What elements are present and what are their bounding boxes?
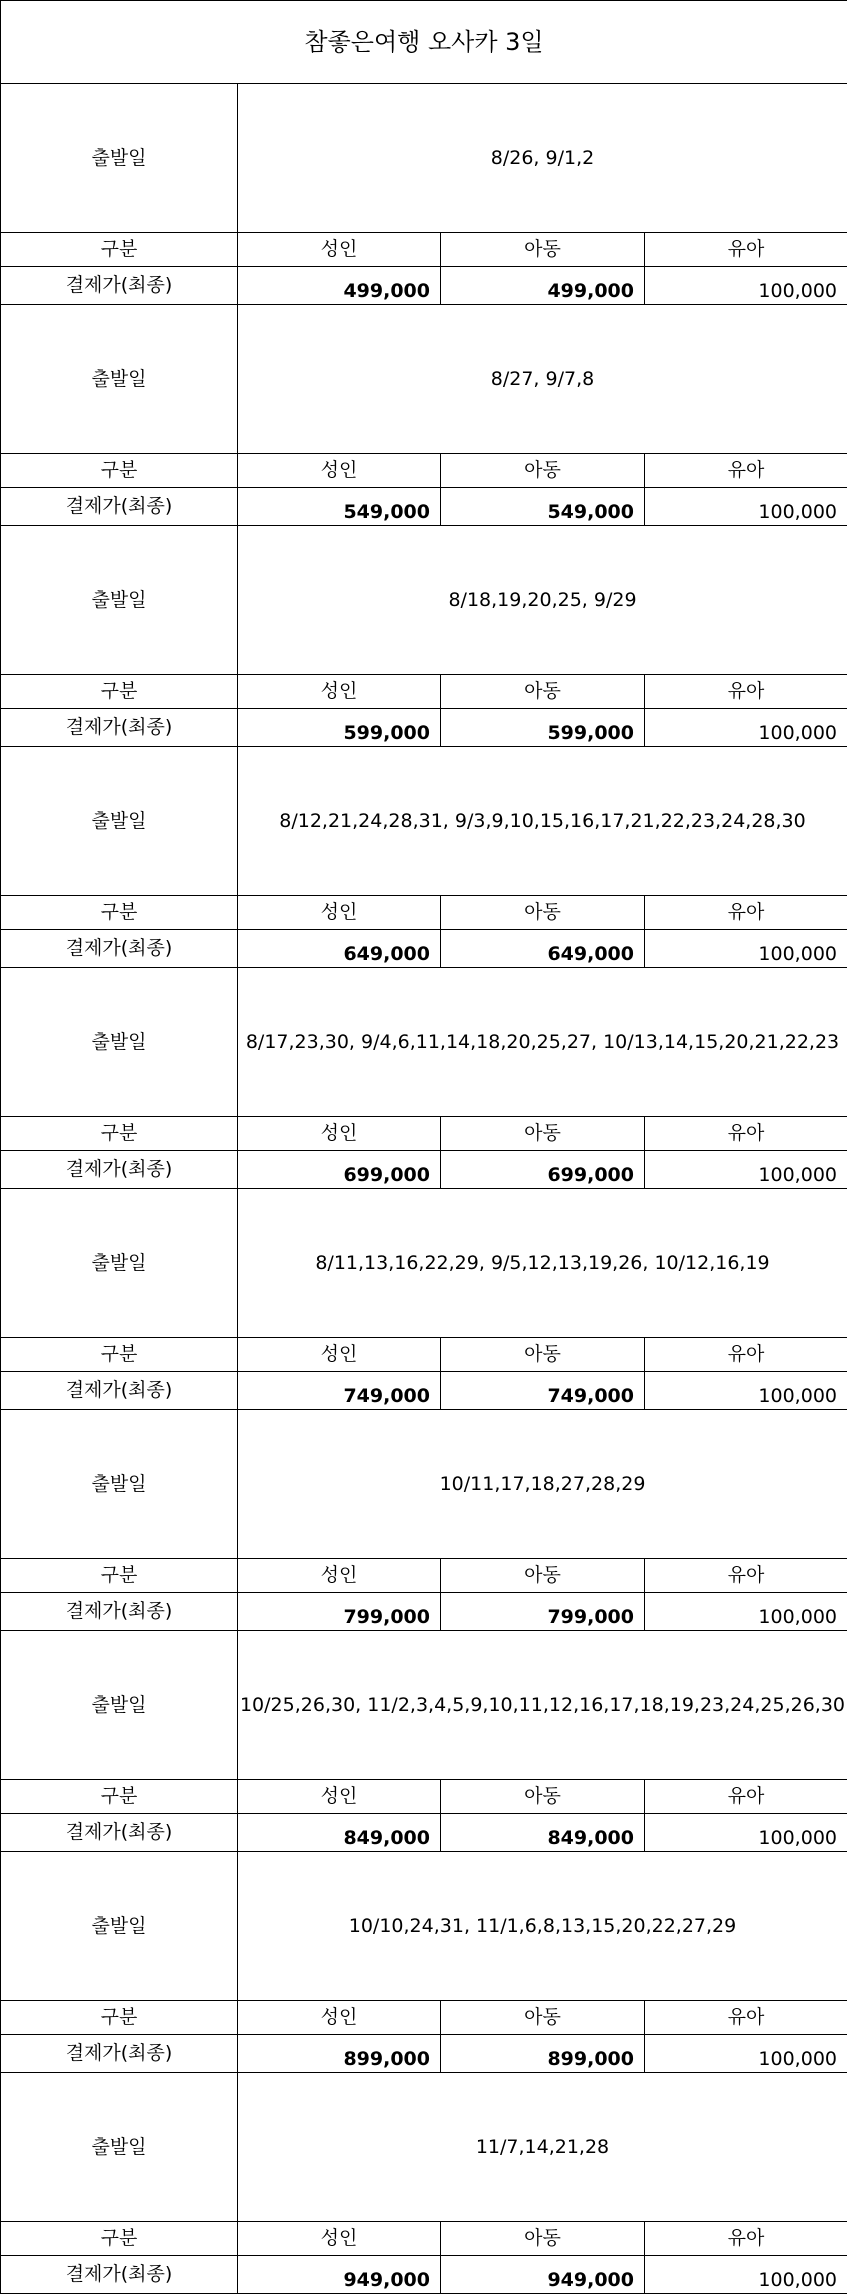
price-row [1,1814,847,1852]
adult-header: 성인 [238,1559,441,1593]
infant-price: 100,000 [645,1814,847,1852]
adult-price: 649,000 [238,930,441,968]
departure-dates: 8/12,21,24,28,31, 9/3,9,10,15,16,17,21,22,23,24,28,30 [238,747,847,896]
adult-header: 성인 [238,896,441,930]
category-header-row [1,233,847,267]
child-price: 799,000 [441,1593,645,1631]
category-label: 구분 [1,1117,238,1151]
child-header: 아동 [441,1117,645,1151]
departure-row [1,84,847,233]
final-price-label: 결제가(최종) [1,2035,238,2073]
adult-price: 549,000 [238,488,441,526]
category-label: 구분 [1,2001,238,2035]
category-header-row [1,1780,847,1814]
child-header: 아동 [441,1559,645,1593]
price-row [1,1372,847,1410]
child-price: 649,000 [441,930,645,968]
price-row [1,488,847,526]
price-row [1,709,847,747]
infant-price: 100,000 [645,1151,847,1189]
price-row [1,930,847,968]
departure-label: 출발일 [1,1410,238,1559]
infant-header: 유아 [645,1117,847,1151]
infant-header: 유아 [645,454,847,488]
infant-header: 유아 [645,1780,847,1814]
departure-dates: 10/11,17,18,27,28,29 [238,1410,847,1559]
child-header: 아동 [441,675,645,709]
price-row [1,1593,847,1631]
adult-price: 599,000 [238,709,441,747]
departure-dates: 8/17,23,30, 9/4,6,11,14,18,20,25,27, 10/13,14,15,20,21,22,23 [238,968,847,1117]
page-title: 참좋은여행 오사카 3일 [1,1,847,84]
final-price-label: 결제가(최종) [1,1814,238,1852]
final-price-label: 결제가(최종) [1,709,238,747]
departure-row [1,1410,847,1559]
departure-row [1,1852,847,2001]
child-price: 949,000 [441,2256,645,2294]
final-price-label: 결제가(최종) [1,1372,238,1410]
adult-header: 성인 [238,2222,441,2256]
infant-header: 유아 [645,2001,847,2035]
price-row [1,1151,847,1189]
departure-row [1,747,847,896]
price-row [1,2035,847,2073]
infant-header: 유아 [645,896,847,930]
child-price: 549,000 [441,488,645,526]
adult-header: 성인 [238,454,441,488]
adult-header: 성인 [238,1117,441,1151]
departure-dates: 10/25,26,30, 11/2,3,4,5,9,10,11,12,16,17,18,19,23,24,25,26,30 [238,1631,847,1780]
category-header-row [1,1117,847,1151]
category-label: 구분 [1,233,238,267]
adult-header: 성인 [238,1338,441,1372]
category-label: 구분 [1,454,238,488]
child-header: 아동 [441,454,645,488]
departure-row [1,1189,847,1338]
departure-label: 출발일 [1,84,238,233]
infant-header: 유아 [645,1338,847,1372]
child-header: 아동 [441,1338,645,1372]
infant-price: 100,000 [645,2256,847,2294]
final-price-label: 결제가(최종) [1,930,238,968]
adult-header: 성인 [238,233,441,267]
departure-label: 출발일 [1,1631,238,1780]
departure-dates: 8/11,13,16,22,29, 9/5,12,13,19,26, 10/12,16,19 [238,1189,847,1338]
adult-header: 성인 [238,675,441,709]
adult-price: 849,000 [238,1814,441,1852]
infant-price: 100,000 [645,2035,847,2073]
adult-header: 성인 [238,2001,441,2035]
departure-row [1,968,847,1117]
adult-price: 699,000 [238,1151,441,1189]
departure-dates: 8/26, 9/1,2 [238,84,847,233]
departure-label: 출발일 [1,1852,238,2001]
title-row [1,1,847,84]
category-header-row [1,2001,847,2035]
infant-price: 100,000 [645,488,847,526]
infant-header: 유아 [645,2222,847,2256]
child-header: 아동 [441,896,645,930]
category-label: 구분 [1,675,238,709]
category-header-row [1,454,847,488]
departure-dates: 8/18,19,20,25, 9/29 [238,526,847,675]
category-label: 구분 [1,1559,238,1593]
infant-header: 유아 [645,675,847,709]
child-header: 아동 [441,2001,645,2035]
departure-dates: 8/27, 9/7,8 [238,305,847,454]
departure-label: 출발일 [1,2073,238,2222]
infant-price: 100,000 [645,930,847,968]
infant-header: 유아 [645,1559,847,1593]
departure-row [1,1631,847,1780]
adult-price: 799,000 [238,1593,441,1631]
child-price: 499,000 [441,267,645,305]
final-price-label: 결제가(최종) [1,488,238,526]
departure-label: 출발일 [1,747,238,896]
child-price: 899,000 [441,2035,645,2073]
price-row [1,267,847,305]
infant-price: 100,000 [645,267,847,305]
child-price: 599,000 [441,709,645,747]
departure-label: 출발일 [1,305,238,454]
departure-dates: 11/7,14,21,28 [238,2073,847,2222]
departure-row [1,526,847,675]
departure-label: 출발일 [1,1189,238,1338]
departure-label: 출발일 [1,526,238,675]
category-header-row [1,2222,847,2256]
adult-header: 성인 [238,1780,441,1814]
departure-row [1,2073,847,2222]
category-header-row [1,896,847,930]
final-price-label: 결제가(최종) [1,2256,238,2294]
child-header: 아동 [441,2222,645,2256]
child-price: 699,000 [441,1151,645,1189]
category-label: 구분 [1,1338,238,1372]
category-label: 구분 [1,896,238,930]
final-price-label: 결제가(최종) [1,1593,238,1631]
departure-label: 출발일 [1,968,238,1117]
infant-price: 100,000 [645,1593,847,1631]
infant-header: 유아 [645,233,847,267]
departure-dates: 10/10,24,31, 11/1,6,8,13,15,20,22,27,29 [238,1852,847,2001]
adult-price: 949,000 [238,2256,441,2294]
infant-price: 100,000 [645,709,847,747]
infant-price: 100,000 [645,1372,847,1410]
child-price: 849,000 [441,1814,645,1852]
adult-price: 899,000 [238,2035,441,2073]
final-price-label: 결제가(최종) [1,267,238,305]
child-header: 아동 [441,233,645,267]
adult-price: 749,000 [238,1372,441,1410]
final-price-label: 결제가(최종) [1,1151,238,1189]
category-label: 구분 [1,2222,238,2256]
category-label: 구분 [1,1780,238,1814]
departure-row [1,305,847,454]
child-price: 749,000 [441,1372,645,1410]
adult-price: 499,000 [238,267,441,305]
category-header-row [1,1559,847,1593]
price-row [1,2256,847,2294]
category-header-row [1,675,847,709]
category-header-row [1,1338,847,1372]
child-header: 아동 [441,1780,645,1814]
